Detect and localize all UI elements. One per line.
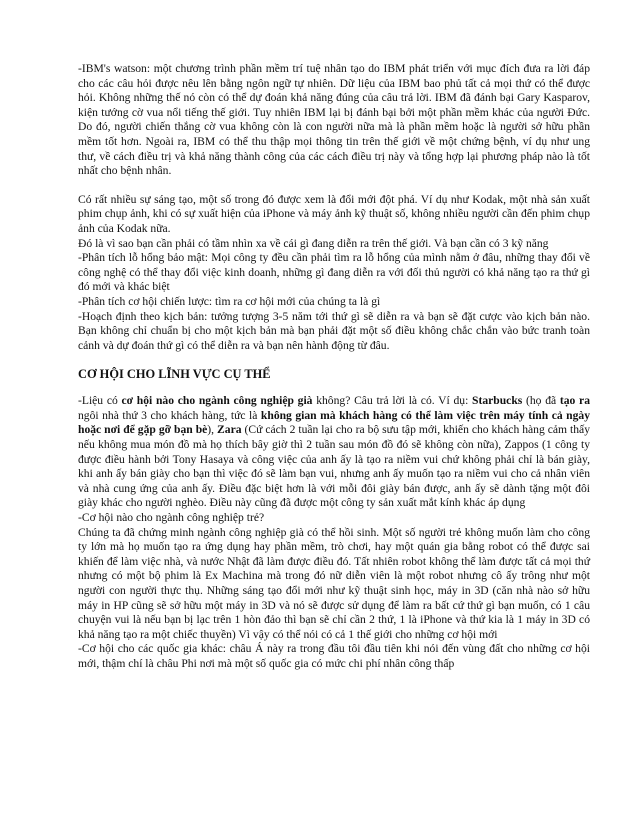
bold-run: Zara [217, 423, 242, 437]
paragraph-young-industry-question: -Cơ hội nào cho ngành công nghiệp trẻ? [78, 511, 265, 525]
bold-run: Starbucks [472, 394, 523, 408]
text-run: ), [207, 423, 218, 437]
text-run: ngôi nhà thứ 3 cho khách hàng, tức là [78, 408, 261, 422]
text-run: không? Câu trả lời là có. Ví dụ: [312, 394, 473, 408]
bold-run: không gian mà khách hàng có thể làm việc trên máy tính cả ngày hoặc nơi để gặp gỡ bạn bè [78, 408, 590, 437]
bold-run: cơ hội nào cho ngành công nghiệp già [121, 394, 313, 408]
paragraph-strategic-analysis: -Phân tích cơ hội chiến lược: tìm ra cơ hội mới của chúng ta là gì [78, 294, 381, 308]
paragraph-gap [78, 179, 590, 193]
paragraph-young-industry: Chúng ta đã chứng minh ngành công nghiệp già có thể hồi sinh. Một số người trẻ không muốn làm cho công ty lớn mà họ muốn tạo ra ứng dụng hay phần mềm, trò chơi, hay một quán gia bằng robot có thể được sai khiến để làm việc nhà, và nước Nhật đã làm được điều đó. Tất nhiên robot không thể làm được tất cả mọi thứ nhưng có một bộ phim là Ex Machina mà trong đó nữ diễn viên là một robot nhưng cô ấy trông như một người con người thực thụ. Những sáng tạo đổi mới như kỹ thuật sinh học, máy in 3D (căn nhà nào sở hữu máy in HP cũng sẽ sở hữu một máy in 3D và nó sẽ được sử dụng để làm ra bất cứ thứ gì bạn muốn, có 1 câu chuyện vui là nếu bạn bị lạc trên 1 hòn đảo thì bạn sẽ chỉ cần 2 thứ, 1 là iPhone và thứ kia là 1 máy in 3D có khả năng tạo ra một chiếc thuyền) Vì vậy có thể nói có cả 1 thế giới cho những cơ hội mới [78, 525, 590, 641]
paragraph-old-industry [78, 394, 590, 511]
paragraph-kodak: Có rất nhiều sự sáng tạo, một số trong đó được xem là đổi mới đột phá. Ví dụ như Kodak, một nhà sản xuất phim chụp ảnh, khi có sự xuất hiện của iPhone và máy ảnh kỹ thuật số, không nhiều người cần đến phim chụp ảnh của Kodak nữa. [78, 192, 590, 235]
bold-run: tạo ra [559, 394, 590, 408]
paragraph-ibm-watson: -IBM's watson: một chương trình phần mềm trí tuệ nhân tạo do IBM phát triển với mục đích đưa ra lời đáp cho các câu hỏi được nêu lên bằng ngôn ngữ tự nhiên. Dữ liệu của IBM bao phủ tất cả mọi thứ có thể được hỏi. Không những thế nó còn có thể dự đoán khả năng đúng của câu trả lời. IBM đã đánh bại Gary Kasparov, kiện tướng cờ vua nổi tiếng thế giới. Tuy nhiên IBM lại bị đánh bại bởi một phần mềm khác của người Đức. Do đó, người chiến thắng cờ vua không còn là con người nữa mà là phần mềm hoặc là người sở hữu phần mềm tốt hơn. Ngoài ra, IBM có thể thu thập mọi thông tin trên thế giới về một chứng bệnh, ví dụ như ung thư, về cách điều trị và khả năng thành công của các cách điều trị này và tổng hợp lại phương pháp nào là tốt nhất cho bệnh nhân. [78, 62, 590, 178]
text-run: (họ đã [522, 394, 560, 408]
section-heading: CƠ HỘI CHO LĨNH VỰC CỤ THỂ [78, 367, 271, 382]
text-run: (Cứ cách 2 tuần lại cho ra bộ sưu tập mới, khiến cho khách hàng cảm thấy nếu không mua món đồ mà họ thích bây giờ thì 2 tuần sau món đồ đó sẽ không còn nữa), Zappos (1 công ty được điều hành bởi Tony Hasaya và công việc của anh ấy là tạo ra niềm vui chứ không phải chỉ là bán giày, khi anh ấy bán giày cho bạn thì việc đó sẽ làm bạn vui, nhưng anh ấy muốn tạo ra niềm vui cho cả nhân viên và nhà cung ứng của anh ấy. Điều đặc biệt hơn là với mỗi đôi giày bán được, anh ấy sẽ dành tặng một đôi giày khác cho người nghèo. Điều này cũng đã được một công ty sản xuất mắt kính khác áp dụng [78, 423, 590, 510]
paragraph-scenario-planning: -Hoạch định theo kịch bản: tưởng tượng 3-5 năm tới thứ gì sẽ diễn ra và bạn sẽ đặt cược vào kịch bản nào. Bạn không chỉ chuẩn bị cho một kịch bản mà bạn phải đặt một số điều không chắc chắn vào bức tranh toàn cảnh và dự đoán thứ gì có thể diễn ra và bạn nên hành động từ đâu. [78, 309, 590, 352]
text-run: -Liệu có [78, 394, 122, 408]
paragraph-vision: Đó là vì sao bạn cần phải có tầm nhìn xa về cái gì đang diễn ra trên thế giới. Và bạn cần có 3 kỹ năng [78, 236, 549, 250]
paragraph-other-countries: -Cơ hội cho các quốc gia khác: châu Á này ra trong đầu tôi đầu tiên khi nói đến vùng đất cho những cơ hội mới, thậm chí là châu Phi nơi mà một số quốc gia có mức chi phí nhân công thấp [78, 642, 590, 670]
paragraph-vulnerability-analysis: -Phân tích lỗ hổng bảo mật: Mọi công ty đều cần phải tìm ra lỗ hổng của mình nằm ở đâu, những thay đổi về công nghệ có thể thay đổi việc kinh doanh, những gì đang diễn ra với đối thủ người có khả năng tạo ra thứ gì đó mới và khác biệt [78, 251, 590, 294]
